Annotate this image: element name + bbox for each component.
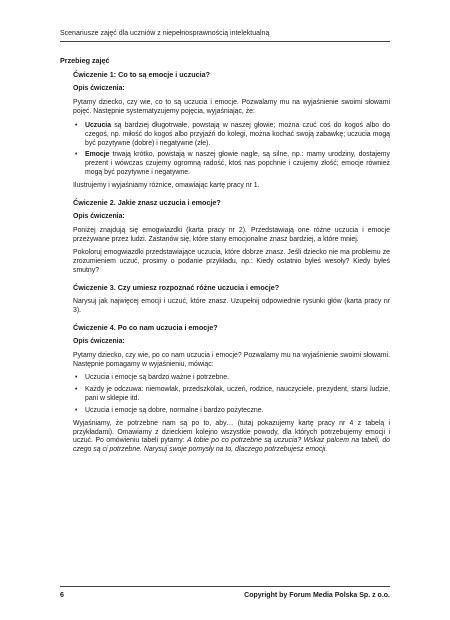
exercise-2-paragraph-2: Pokoloruj emogwiazdki przedstawiające uczucia, które dobrze znasz. Jeśli dziecko nie ma problemu ze zrozumieniem uczuć, prosimy o podanie przykładu, np.: Kiedy ostatnio byłeś wesoły? Kiedy byłeś smutny? — [73, 249, 390, 275]
list-item-text: Uczucia i emocje są dobre, normalne i bardzo pożyteczne. — [85, 406, 264, 414]
exercise-2-paragraph-1: Poniżej znajdują się emogwiazdki (karta pracy nr 2). Przedstawiają one różne uczucia i emocje przeżywane przez ludzi. Zastanów się, które stany emocjonalne znasz bardziej, a które mniej. — [73, 226, 390, 243]
exercise-4-title: Ćwiczenie 4. Po co nam uczucia i emocje? — [73, 322, 218, 332]
footer-divider — [60, 586, 390, 587]
exercise-1-title: Ćwiczenie 1: Co to są emocje i uczucia? — [73, 70, 211, 80]
bullet-icon: • — [75, 121, 78, 129]
bullet-icon: • — [75, 151, 78, 159]
exercise-4-description-label: Opis ćwiczenia: — [73, 338, 125, 345]
list-item — [73, 386, 390, 404]
exercise-1-paragraph-2: Ilustrujemy i wyjaśniamy różnice, omawiając kartę pracy nr 1. — [73, 181, 260, 189]
exercise-4-paragraph-1: Pytamy dziecko, czy wie, po co nam uczucia i emocje? Pozwalamy mu na wyjaśnienie swoimi słowami. Następnie pomagamy w wyjaśnieniu, mówiąc: — [73, 351, 390, 368]
exercise-1-bullets — [73, 122, 390, 178]
page-body — [60, 56, 390, 460]
exercise-2-description-label: Opis ćwiczenia: — [73, 212, 125, 220]
running-header: Scenariusze zajęć dla uczniów z niepełnosprawnością intelektualną — [60, 30, 270, 37]
exercise-3-paragraph-1: Narysuj jak najwięcej emocji i uczuć, które znasz. Uzupełnij odpowiednie rysunki głów (karta pracy nr 3). — [73, 298, 390, 314]
exercise-3-title: Ćwiczenie 3. Czy umiesz rozpoznać różne uczucia i emocje? — [73, 282, 280, 292]
exercise-4-paragraph-2 — [73, 420, 390, 455]
exercise-1-description-label: Opis ćwiczenia: — [73, 85, 125, 93]
list-item — [73, 122, 390, 148]
term: Uczucia — [85, 121, 112, 129]
copyright-notice: Copyright by Forum Media Polska Sp. z o.o. — [244, 592, 390, 599]
list-item — [73, 407, 390, 416]
bullet-icon: • — [75, 374, 78, 382]
term: Emocje — [85, 151, 110, 159]
section-heading: Przebieg zajęć — [60, 56, 110, 65]
exercise-list — [73, 70, 390, 455]
definition: są bardziej długotrwałe, powstają w naszej głowie; można czuć coś do kogoś albo do czegoś, np. miłość do kogoś albo przyjaźń do kolegi, można kochać swoją zabawkę; uczucia mogą być pozytywne (dobre) i negatywne (złe). — [85, 121, 390, 147]
exercise-4-bullets — [73, 374, 390, 415]
list-item-text: Każdy je odczuwa: niemowlak, przedszkolak, uczeń, rodzice, nauczyciele, prezydent, starsi ludzie, pani w sklepie itd. — [85, 386, 390, 403]
paragraph-italic-text: A tobie po co potrzebne są uczucia? Wskaż palcem na tabeli, do czego są ci potrzebne. Narysuj swoje pomysły na to, dlaczego potrzebujesz emocji. — [73, 437, 390, 454]
exercise-2-title: Ćwiczenie 2. Jakie znasz uczucia i emocje? — [73, 197, 221, 207]
list-item-text: Uczucia i emocje są bardzo ważne i potrzebne. — [85, 374, 230, 382]
page-number: 6 — [60, 592, 64, 599]
bullet-icon: • — [75, 386, 78, 394]
list-item — [73, 374, 390, 383]
bullet-icon: • — [75, 406, 78, 414]
definition: trwają krótko, powstają w naszej głowie nagle, są silne, np.: mamy urodziny, dostajemy prezent i wówczas czujemy ogromną radość, ktoś nas popchnie i czujemy złość; emocje również mogą być pozytywne i negatywne. — [85, 151, 390, 177]
paragraph-text: Wyjaśniamy, że potrzebne nam są po to, aby… (tutaj pokazujemy kartę pracy nr 4 z tabelą i przykładami). Omawiamy z dzieckiem kolejno wszystkie powody, dla których potrzebujemy emocji i uczuć. Po omówieniu tabeli pytamy: — [73, 419, 390, 445]
exercise-1-paragraph-1: Pytamy dziecko, czy wie, co to są uczucia i emocje. Pozwalamy mu na wyjaśnienie swoimi słowami pojęć. Następnie systematyzujemy pojęcia, wyjaśniając, że: — [73, 99, 390, 116]
list-item — [73, 151, 390, 177]
header-divider — [60, 41, 390, 42]
